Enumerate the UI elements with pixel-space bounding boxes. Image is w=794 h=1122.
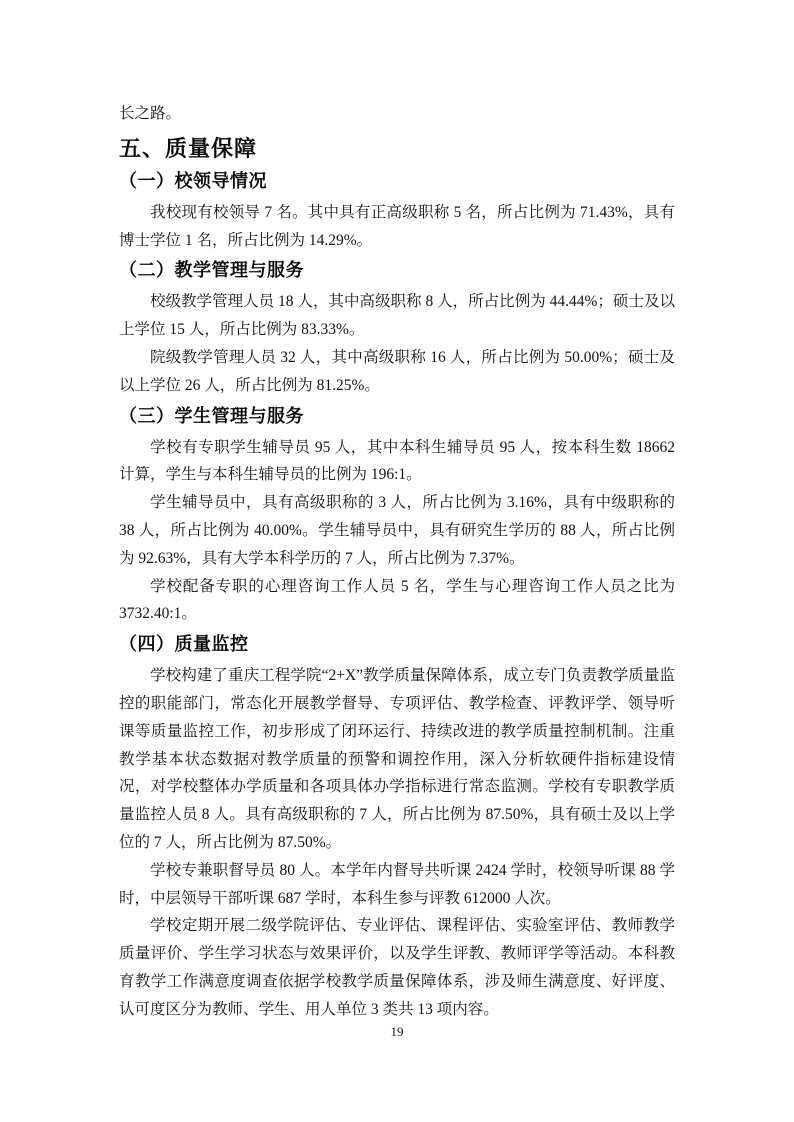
- page-content: [119, 100, 675, 1024]
- body-paragraph: 院级教学管理人员 32 人，其中高级职称 16 人，所占比例为 50.00%；硕士及以上学位 26 人，所占比例为 81.25%。: [119, 348, 675, 394]
- body-paragraph: 我校现有校领导 7 名。其中具有正高级职称 5 名，所占比例为 71.43%，具有博士学位 1 名，所占比例为 14.29%。: [119, 203, 675, 249]
- section-heading: （一）校领导情况: [119, 170, 267, 191]
- section-quality-monitoring: [119, 631, 675, 1023]
- section-student-management: [119, 403, 675, 629]
- body-paragraph: 学生辅导员中，具有高级职称的 3 人，所占比例为 3.16%，具有中级职称的 38 人，所占比例为 40.00%。学生辅导员中，具有研究生学历的 88 人，所占比例为 92.63%，具有大学本科学历的 7 人，所占比例为 7.37%。: [119, 494, 675, 567]
- page-number: 19: [390, 1024, 404, 1039]
- section-teaching-management: [119, 257, 675, 399]
- body-paragraph: 学校有专职学生辅导员 95 人，其中本科生辅导员 95 人，按本科生数 18662 计算，学生与本科生辅导员的比例为 196:1。: [119, 438, 675, 484]
- continuation-paragraph: 长之路。: [119, 105, 182, 122]
- chapter-heading: 五、质量保障: [119, 135, 258, 161]
- body-paragraph: 学校构建了重庆工程学院“2+X”教学质量保障体系，成立专门负责教学质量监控的职能部门，常态化开展教学督导、专项评估、教学检查、评教评学、领导听课等质量监控工作，初步形成了闭环运行、持续改进的教学质量控制机制。注重教学基本状态数据对教学质量的预警和调控作用，深入分析软硬件指标建设情况，对学校整体办学质量和各项具体办学指标进行常态监测。学校有专职教学质量监控人员 8 人。具有高级职称的 7 人，所占比例为 87.50%，具有硕士及以上学位的 7 人，所占比例为 87.50%。: [119, 667, 675, 851]
- body-paragraph: 学校专兼职督导员 80 人。本学年内督导共听课 2424 学时，校领导听课 88 学时，中层领导干部听课 687 学时，本科生参与评教 612000 人次。: [119, 861, 675, 907]
- body-paragraph: 校级教学管理人员 18 人，其中高级职称 8 人，所占比例为 44.44%；硕士及以上学位 15 人，所占比例为 83.33%。: [119, 293, 675, 339]
- section-heading: （三）学生管理与服务: [119, 405, 304, 426]
- section-heading: （二）教学管理与服务: [119, 260, 304, 281]
- section-school-leadership: [119, 168, 675, 255]
- body-paragraph: 学校定期开展二级学院评估、专业评估、课程评估、实验室评估、教师教学质量评价、学生学习状态与效果评价，以及学生评教、教师评学等活动。本科教育教学工作满意度调查依据学校教学质量保障体系，涉及师生满意度、好评度、认可度区分为教师、学生、用人单位 3 类共 13 项内容。: [119, 917, 675, 1018]
- body-paragraph: 学校配备专职的心理咨询工作人员 5 名，学生与心理咨询工作人员之比为 3732.40:1。: [119, 577, 675, 623]
- section-heading: （四）质量监控: [119, 634, 249, 655]
